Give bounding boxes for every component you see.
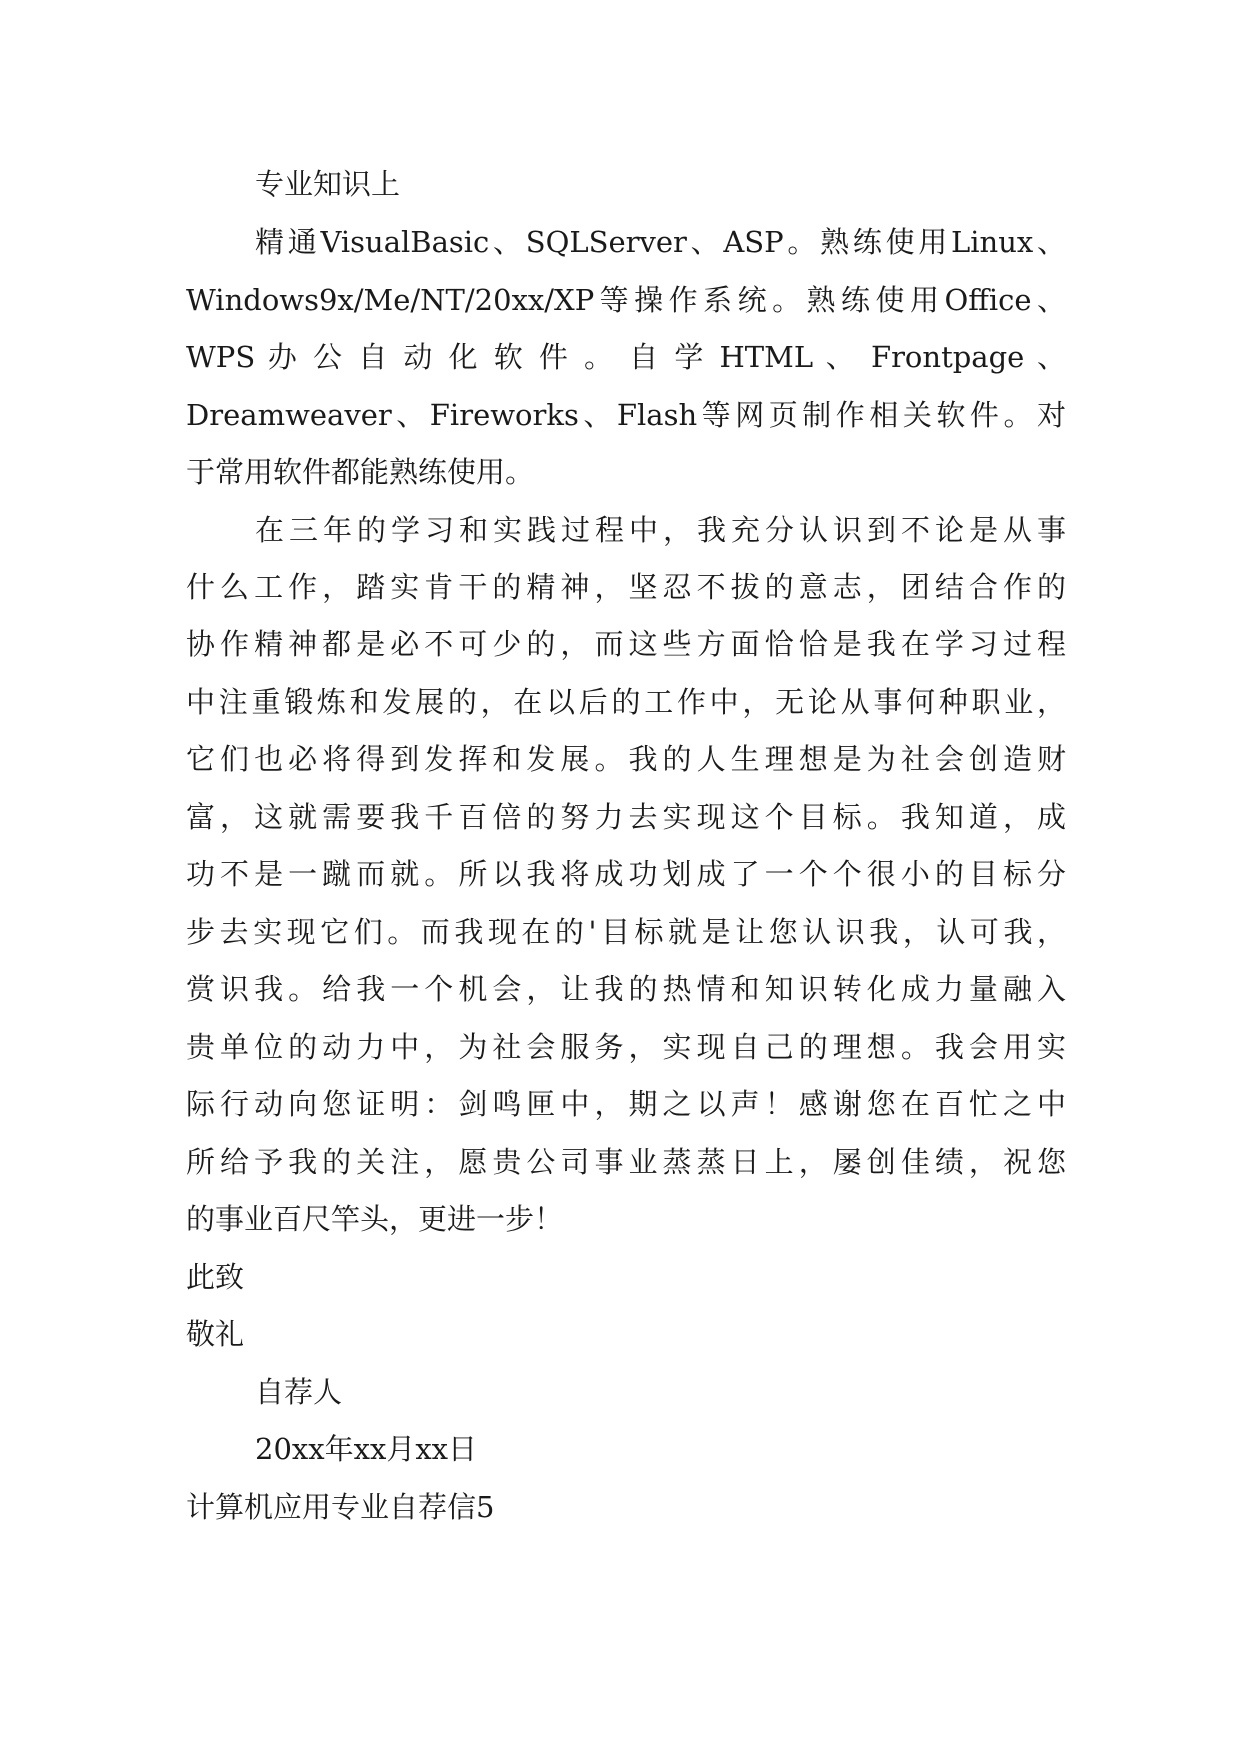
body-text-line: Windows9x/Me/NT/20xx/XP等操作系统。熟练使用Office、 bbox=[186, 283, 1066, 317]
body-text-line: 于常用软件都能熟练使用。 bbox=[186, 455, 535, 489]
body-text-line: 际行动向您证明：剑鸣匣中，期之以声！感谢您在百忙之中 bbox=[186, 1087, 1066, 1121]
body-text-line: 在三年的学习和实践过程中，我充分认识到不论是从事 bbox=[255, 513, 1066, 547]
body-text-line: 的事业百尺竿头，更进一步！ bbox=[186, 1202, 564, 1236]
section-heading: 专业知识上 bbox=[255, 167, 401, 201]
next-section-title: 计算机应用专业自荐信5 bbox=[186, 1490, 495, 1524]
body-text-line: 赏识我。给我一个机会，让我的热情和知识转化成力量融入 bbox=[186, 972, 1066, 1006]
body-text-line: 协作精神都是必不可少的，而这些方面恰恰是我在学习过程 bbox=[186, 627, 1066, 661]
body-text-line: 它们也必将得到发挥和发展。我的人生理想是为社会创造财 bbox=[186, 742, 1066, 776]
closing-salutation: 此致 bbox=[186, 1260, 245, 1294]
signature-label: 自荐人 bbox=[255, 1375, 343, 1409]
letter-date: 20xx年xx月xx日 bbox=[255, 1432, 478, 1466]
body-text-line: 步去实现它们。而我现在的'目标就是让您认识我，认可我， bbox=[186, 915, 1066, 949]
body-text-line: WPS 办 公 自 动 化 软 件 。 自 学 HTML 、 Frontpage 、 bbox=[186, 340, 1066, 374]
body-text-line: 精通VisualBasic、SQLServer、ASP。熟练使用Linux、 bbox=[255, 225, 1066, 259]
body-text-line: 所给予我的关注，愿贵公司事业蒸蒸日上，屡创佳绩，祝您 bbox=[186, 1145, 1066, 1179]
body-text-line: 什么工作，踏实肯干的精神，坚忍不拔的意志，团结合作的 bbox=[186, 570, 1066, 604]
body-text-line: 富，这就需要我千百倍的努力去实现这个目标。我知道，成 bbox=[186, 800, 1066, 834]
body-text-line: 中注重锻炼和发展的，在以后的工作中，无论从事何种职业， bbox=[186, 685, 1066, 719]
body-text-line: 功不是一蹴而就。所以我将成功划成了一个个很小的目标分 bbox=[186, 857, 1066, 891]
body-text-line: 贵单位的动力中，为社会服务，实现自己的理想。我会用实 bbox=[186, 1030, 1066, 1064]
closing-regards: 敬礼 bbox=[186, 1317, 245, 1351]
body-text-line: Dreamweaver、Fireworks、Flash等网页制作相关软件。对 bbox=[186, 398, 1066, 432]
